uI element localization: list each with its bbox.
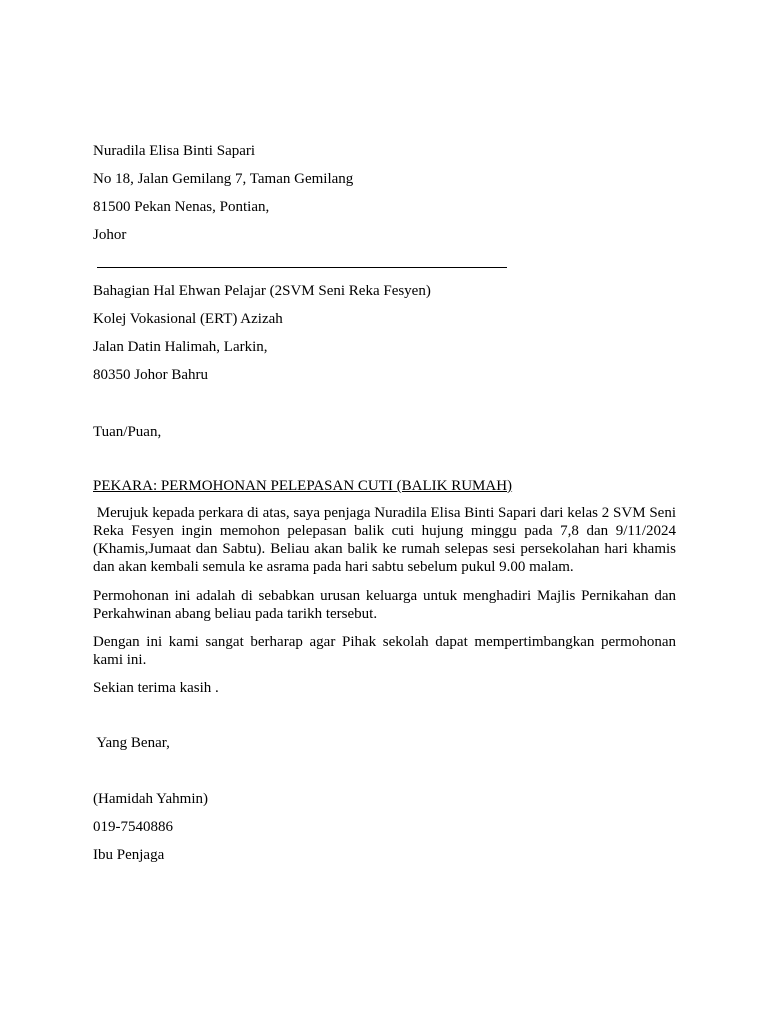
sender-address-line2: 81500 Pekan Nenas, Pontian, <box>93 199 270 215</box>
signature-role: Ibu Penjaga <box>93 847 165 863</box>
closing: Yang Benar, <box>93 735 170 751</box>
subject-heading: PEKARA: PERMOHONAN PELEPASAN CUTI (BALIK RUMAH) <box>93 478 513 494</box>
recipient-line4: 80350 Johor Bahru <box>93 367 208 383</box>
recipient-line2: Kolej Vokasional (ERT) Azizah <box>93 311 283 327</box>
body-paragraph-3: Dengan ini kami sangat berharap agar Pihak sekolah dapat mempertimbangkan permohonan kami ini. <box>93 634 676 668</box>
sender-address-line1: No 18, Jalan Gemilang 7, Taman Gemilang <box>93 171 354 187</box>
salutation: Tuan/Puan, <box>93 424 162 440</box>
sender-name: Nuradila Elisa Binti Sapari <box>93 143 256 159</box>
signature-phone: 019-7540886 <box>93 819 173 835</box>
body-paragraph-4: Sekian terima kasih . <box>93 680 219 696</box>
body-paragraph-1: Merujuk kepada perkara di atas, saya penjaga Nuradila Elisa Binti Sapari dari kelas 2 SVM Seni Reka Fesyen ingin memohon pelepasan balik cuti hujung minggu pada 7,8 dan 9/11/2024 (Khamis,Jumaat dan Sabtu). Beliau akan balik ke rumah selepas sesi persekolahan hari khamis dan akan kembali semula ke asrama pada hari sabtu sebelum pukul 9.00 malam. <box>93 505 680 575</box>
separator-line <box>97 267 507 268</box>
body-paragraph-2: Permohonan ini adalah di sebabkan urusan keluarga untuk menghadiri Majlis Pernikahan dan Perkahwinan abang beliau pada tarikh tersebut. <box>93 588 676 622</box>
sender-address-line3: Johor <box>93 227 127 243</box>
recipient-line1: Bahagian Hal Ehwan Pelajar (2SVM Seni Reka Fesyen) <box>93 283 431 299</box>
signature-name: (Hamidah Yahmin) <box>93 791 208 807</box>
recipient-line3: Jalan Datin Halimah, Larkin, <box>93 339 268 355</box>
